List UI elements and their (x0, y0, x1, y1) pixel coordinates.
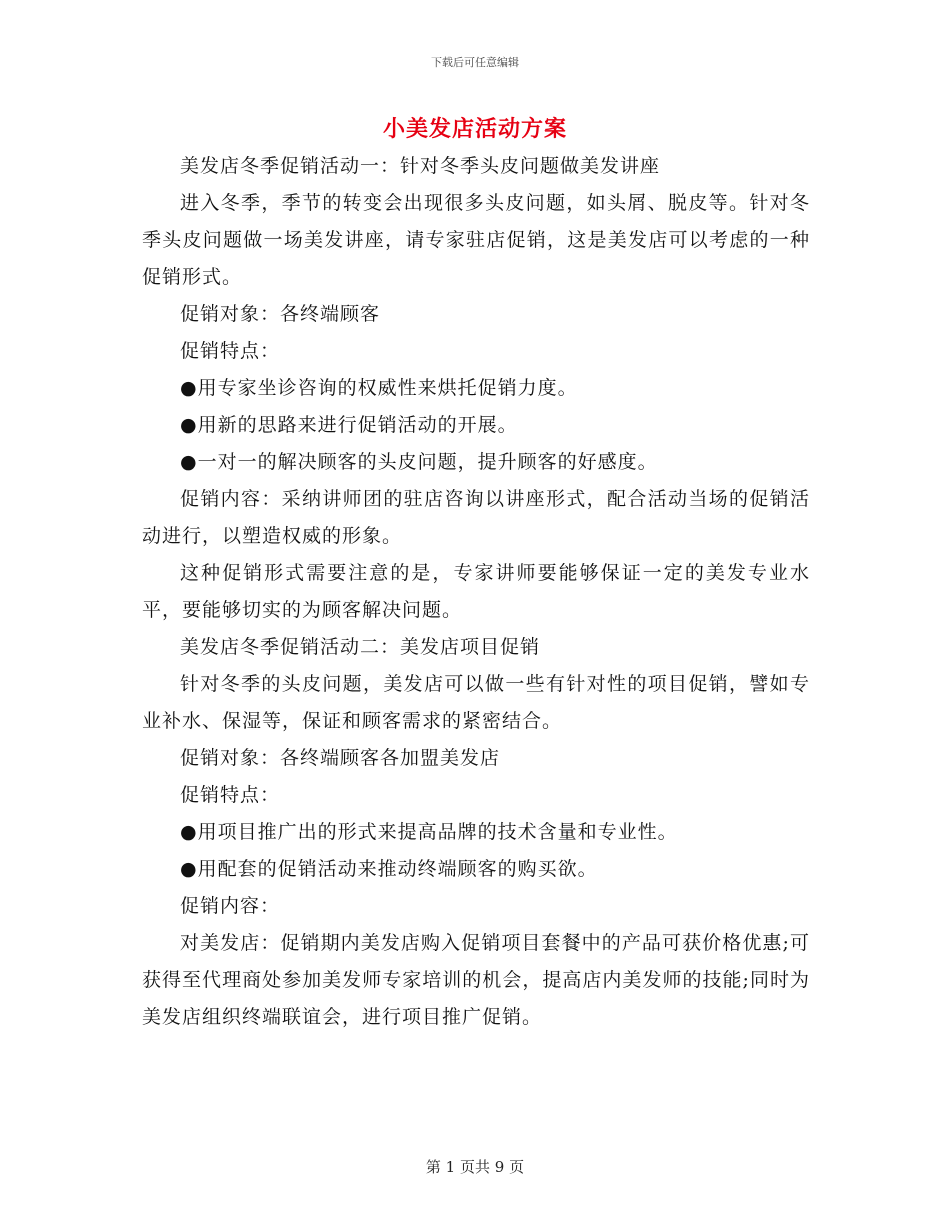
paragraph-salon-offer: 对美发店：促销期内美发店购入促销项目套餐中的产品可获价格优惠;可获得至代理商处参加美发师专家培训的机会，提高店内美发师的技能;同时为美发店组织终端联谊会，进行项目推广促销。 (142, 932, 810, 1028)
page-indicator: 第 1 页共 9 页 (425, 1158, 525, 1176)
bullet-item: ●用配套的促销活动来推动终端顾客的购买欲。 (180, 858, 598, 880)
promo-features-label-1: 促销特点： (180, 340, 281, 362)
section-heading-1: 美发店冬季促销活动一：针对冬季头皮问题做美发讲座 (180, 155, 661, 177)
promo-target-1: 促销对象：各终端顾客 (180, 303, 381, 325)
paragraph-intro-1: 进入冬季，季节的转变会出现很多头皮问题，如头屑、脱皮等。针对冬季头皮问题做一场美发讲座，请专家驻店促销，这是美发店可以考虑的一种促销形式。 (142, 192, 810, 288)
promo-content-label-2: 促销内容： (180, 895, 281, 917)
document-title: 小美发店活动方案 (382, 116, 567, 142)
promo-content-1: 促销内容：采纳讲师团的驻店咨询以讲座形式，配合活动当场的促销活动进行，以塑造权威的形象。 (142, 488, 810, 547)
document-body (142, 148, 810, 1036)
bullet-item: ●用专家坐诊咨询的权威性来烘托促销力度。 (180, 377, 578, 399)
bullet-item: ●一对一的解决顾客的头皮问题，提升顾客的好感度。 (180, 451, 658, 473)
paragraph-intro-2: 针对冬季的头皮问题，美发店可以做一些有针对性的项目促销，譬如专业补水、保湿等，保证和顾客需求的紧密结合。 (142, 673, 810, 732)
paragraph-note-1: 这种促销形式需要注意的是，专家讲师要能够保证一定的美发专业水平，要能够切实的为顾客解决问题。 (142, 562, 810, 621)
promo-features-label-2: 促销特点： (180, 784, 281, 806)
bullet-item: ●用新的思路来进行促销活动的开展。 (180, 414, 518, 436)
promo-target-2: 促销对象：各终端顾客各加盟美发店 (180, 747, 501, 769)
bullet-item: ●用项目推广出的形式来提高品牌的技术含量和专业性。 (180, 821, 678, 843)
header-note: 下载后可任意编辑 (431, 56, 519, 69)
section-heading-2: 美发店冬季促销活动二：美发店项目促销 (180, 636, 541, 658)
